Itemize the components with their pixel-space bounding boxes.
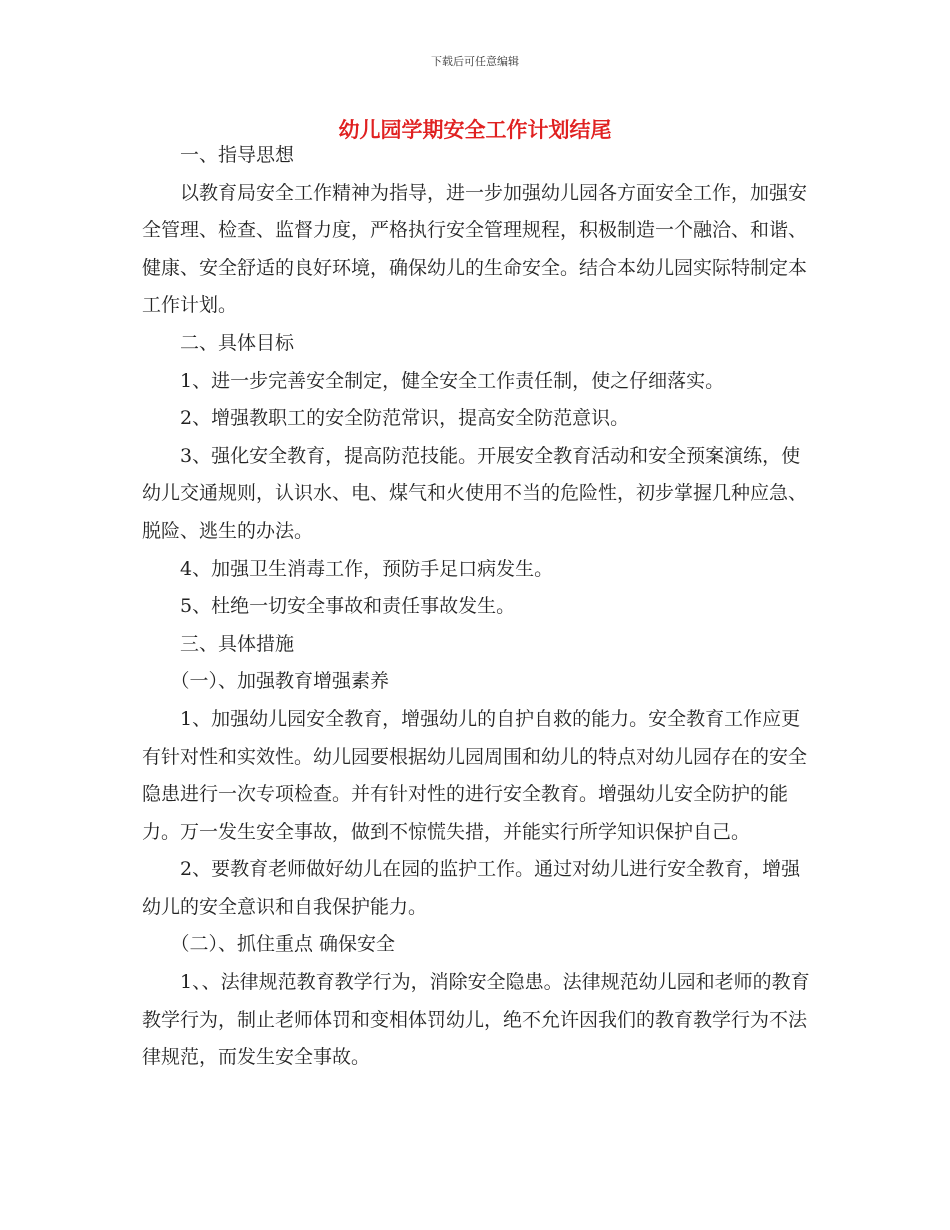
list-item: 2、增强教职工的安全防范常识，提高安全防范意识。 <box>180 407 630 430</box>
subsection-heading: （二）、抓住重点 确保安全 <box>170 933 396 956</box>
list-item: 1、、法律规范教育教学行为，消除安全隐患。法律规范幼儿园和老师的教育教学行为，制止老师体罚和变相体罚幼儿，绝不允许因我们的教育教学行为不法律规范，而发生安全事故。 <box>142 971 810 1069</box>
section-heading: 二、具体目标 <box>180 331 295 354</box>
list-item: 2、要教育老师做好幼儿在园的监护工作。通过对幼儿进行安全教育，增强幼儿的安全意识和自我保护能力。 <box>142 858 801 918</box>
list-item: 5、杜绝一切安全事故和责任事故发生。 <box>180 595 516 618</box>
list-item: 4、加强卫生消毒工作，预防手足口病发生。 <box>180 557 554 580</box>
page-header-note: 下载后可任意编辑 <box>431 55 519 68</box>
subsection-heading: （一）、加强教育增强素养 <box>170 670 390 693</box>
paragraph: 以教育局安全工作精神为指导，进一步加强幼儿园各方面安全工作，加强安全管理、检查、监督力度，严格执行安全管理规程，积极制造一个融洽、和谐、健康、安全舒适的良好环境，确保幼儿的生命安全。结合本幼儿园实际特制定本工作计划。 <box>142 181 808 317</box>
list-item: 3、强化安全教育，提高防范技能。开展安全教育活动和安全预案演练，使幼儿交通规则，认识水、电、煤气和火使用不当的危险性，初步掌握几种应急、脱险、逃生的办法。 <box>142 444 808 542</box>
document-title: 幼儿园学期安全工作计划结尾 <box>338 118 612 142</box>
list-item: 1、进一步完善安全制定，健全安全工作责任制，使之仔细落实。 <box>180 369 725 392</box>
list-item: 1、加强幼儿园安全教育，增强幼儿的自护自救的能力。安全教育工作应更有针对性和实效性。幼儿园要根据幼儿园周围和幼儿的特点对幼儿园存在的安全隐患进行一次专项检查。并有针对性的进行安全教育。增强幼儿安全防护的能力。万一发生安全事故，做到不惊慌失措，并能实行所学知识保护自己。 <box>142 707 808 843</box>
section-heading: 一、指导思想 <box>180 144 295 166</box>
document-body <box>142 137 812 1077</box>
section-heading: 三、具体措施 <box>180 632 295 655</box>
